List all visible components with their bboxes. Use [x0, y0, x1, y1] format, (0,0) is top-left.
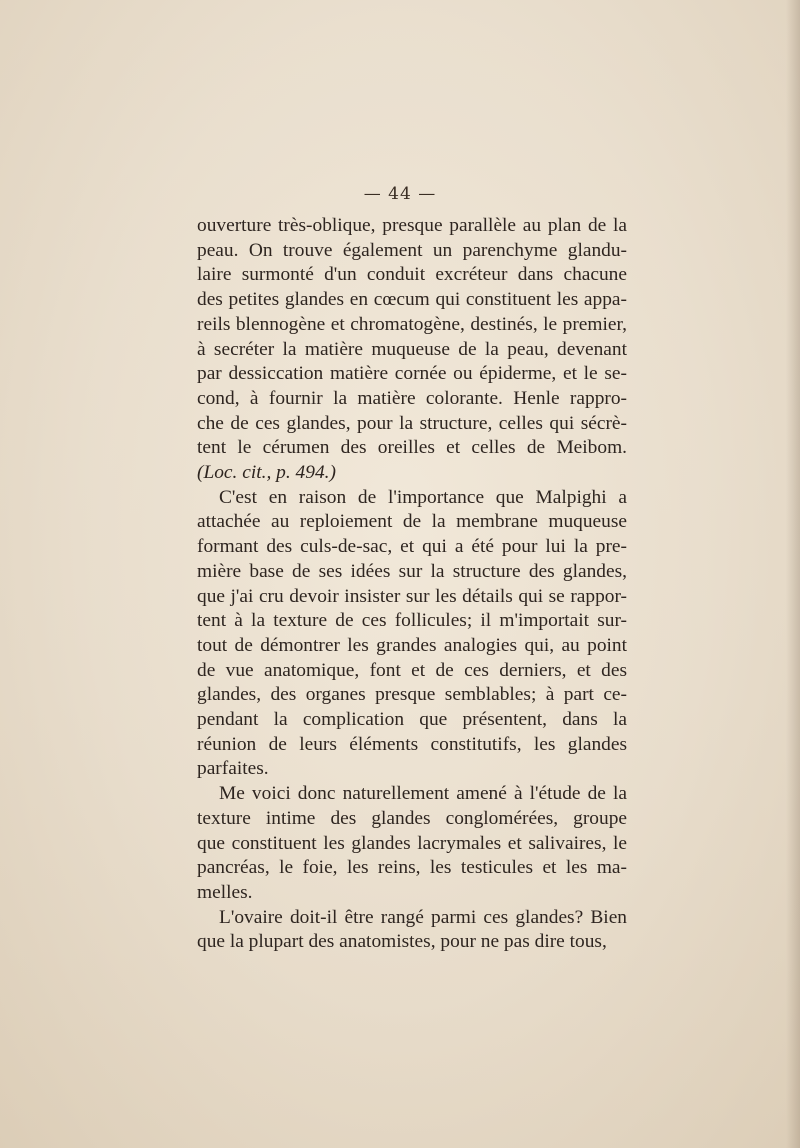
text-line: cond, à fournir la matière colorante. Henle rappro- [197, 387, 627, 409]
text-line: melles. [197, 881, 253, 903]
text-line: pancréas, le foie, les reins, les testicules et les ma- [197, 857, 627, 879]
text-line: pendant la complication que présentent, dans la [197, 709, 627, 731]
paragraph [197, 782, 627, 906]
text-line: che de ces glandes, pour la structure, celles qui sécrè- [197, 412, 627, 434]
text-line: tout de démontrer les grandes analogies qui, au point [197, 634, 627, 656]
text-line: L'ovaire doit-il être rangé parmi ces glandes? Bien [219, 906, 627, 928]
text-line: reils blennogène et chromatogène, destinés, le premier, [197, 313, 627, 335]
text-line: tent le cérumen des oreilles et celles de Meibom. [197, 437, 627, 459]
text-line: par dessiccation matière cornée ou épiderme, et le se- [197, 363, 627, 385]
paragraph [197, 486, 627, 782]
text-line: C'est en raison de l'importance que Malpighi a [219, 486, 627, 508]
page-edge-shadow [786, 0, 800, 1148]
text-line: attachée au reploiement de la membrane muqueuse [197, 511, 627, 533]
body-text [197, 214, 627, 955]
page-number: — 44 — [363, 184, 437, 204]
text-line: (Loc. cit., p. 494.) [197, 462, 336, 484]
paragraph [197, 214, 627, 486]
text-line: Me voici donc naturellement amené à l'étude de la [219, 783, 627, 805]
text-line: que constituent les glandes lacrymales et salivaires, le [197, 832, 627, 854]
text-line: peau. On trouve également un parenchyme glandu- [197, 239, 627, 261]
text-line: que la plupart des anatomistes, pour ne pas dire tous, [197, 931, 607, 953]
text-line: glandes, des organes presque semblables; à part ce- [197, 684, 627, 706]
paragraph [197, 906, 627, 955]
text-line: formant des culs-de-sac, et qui a été pour lui la pre- [197, 536, 627, 558]
text-line: laire surmonté d'un conduit excréteur dans chacune [197, 264, 627, 286]
text-line: ouverture très-oblique, presque parallèle au plan de la [197, 215, 627, 236]
text-line: tent à la texture de ces follicules; il m'importait sur- [197, 610, 627, 632]
text-line: parfaites. [197, 758, 269, 780]
text-line: des petites glandes en cœcum qui constituent les appa- [197, 289, 627, 311]
text-line: de vue anatomique, font et de ces derniers, et des [197, 659, 627, 681]
text-line: texture intime des glandes conglomérées, groupe [197, 807, 627, 829]
text-line: mière base de ses idées sur la structure des glandes, [197, 560, 627, 582]
text-line: à secréter la matière muqueuse de la peau, devenant [197, 338, 627, 360]
text-line: que j'ai cru devoir insister sur les détails qui se rappor- [197, 585, 627, 607]
text-line: réunion de leurs éléments constitutifs, les glandes [197, 733, 627, 755]
